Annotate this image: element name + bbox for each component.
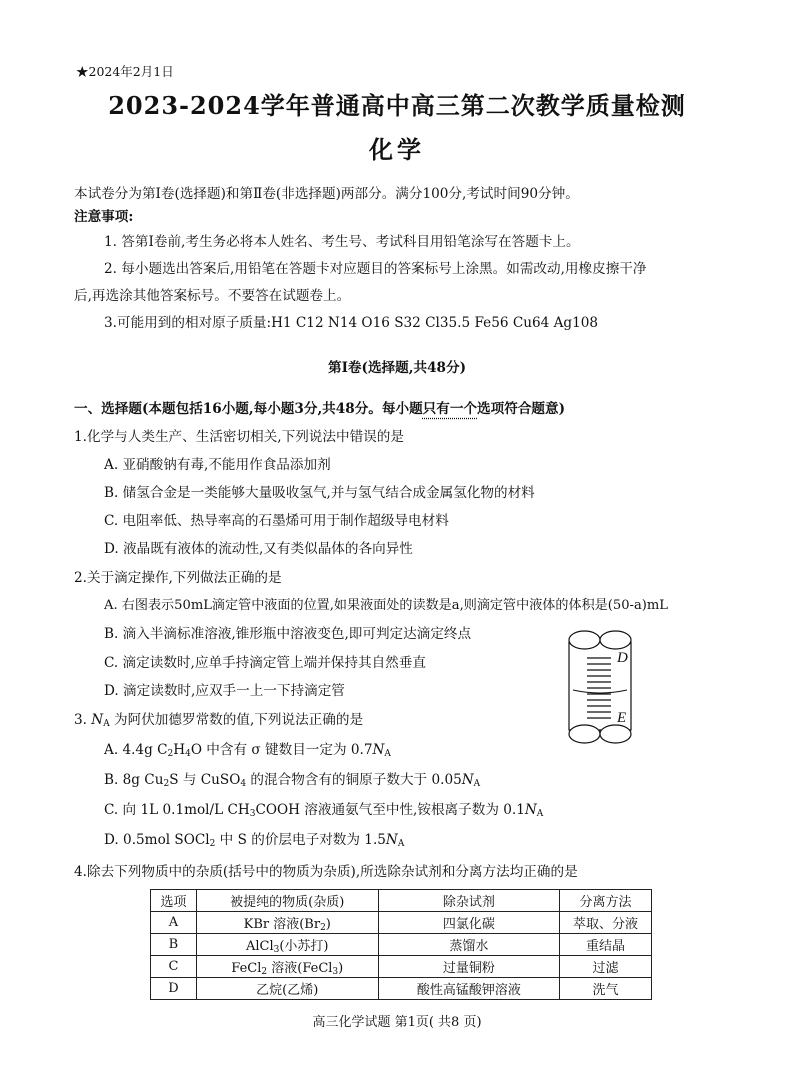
q1-option-c: C. 电阻率低、热导率高的石墨烯可用于制作超级导电材料 — [104, 513, 449, 529]
substance-sub: 3 — [273, 945, 280, 955]
q3-stem — [74, 708, 363, 728]
table-row — [151, 912, 652, 934]
row-option: A — [151, 912, 197, 934]
q3a-na-sub: A — [384, 749, 391, 759]
header-option: 选项 — [151, 890, 197, 912]
q3b-na: N — [461, 772, 474, 788]
q1-option-a: A. 亚硝酸钠有毒,不能用作食品添加剂 — [104, 457, 331, 473]
substance-text: KBr 溶液(Br — [243, 917, 321, 932]
substance-text-end: ) — [338, 961, 344, 976]
q3a-1: A. 4.4g C — [104, 742, 168, 758]
table-header-row — [151, 890, 652, 912]
burette-top-left-cap — [569, 631, 600, 649]
burette-figure — [565, 630, 645, 746]
q2-option-b: B. 滴入半滴标准溶液,锥形瓶中溶液变色,即可判定达滴定终点 — [104, 626, 472, 642]
page-footer: 高三化学试题 第1页( 共8 页) — [312, 1015, 482, 1030]
burette-bottom-right-cap — [600, 725, 631, 743]
q3a-na: N — [372, 742, 385, 758]
q3-option-a — [104, 738, 391, 758]
q3c-na-sub: A — [536, 809, 544, 819]
exam-description: 本试卷分为第Ⅰ卷(选择题)和第Ⅱ卷(非选择题)两部分。满分100分,考试时间90分钟。 — [74, 186, 579, 202]
q3a-2: H — [173, 742, 186, 758]
notice-item-2: 2. 每小题选出答案后,用铅笔在答题卡对应题目的答案标号上涂黑。如需改动,用橡皮擦干净 — [104, 261, 647, 277]
q3b-1: B. 8g Cu — [104, 772, 164, 788]
q3c-na: N — [524, 802, 537, 818]
row-option: C — [151, 956, 197, 978]
q1-option-b: B. 储氢合金是一类能够大量吸收氢气,并与氢气结合成金属氢化物的材料 — [104, 485, 535, 501]
row-method: 重结晶 — [560, 934, 652, 956]
q3-stem-num: 3. — [74, 712, 92, 728]
row-substance — [196, 956, 378, 978]
notice-item-2-cont: 后,再选涂其他答案标号。不要答在试题卷上。 — [74, 288, 351, 304]
notice-title: 注意事项: — [74, 209, 134, 225]
q3d-na: N — [385, 832, 398, 848]
section-heading — [74, 397, 565, 417]
burette-scale — [587, 658, 611, 718]
substance-text-mid: 溶液(FeCl — [267, 961, 333, 976]
q2-option-a: A. 右图表示50mL滴定管中液面的位置,如果液面处的读数是a,则滴定管中液体的体积是(50-a)mL — [104, 598, 668, 613]
section-heading-emphasis: 只有一个 — [422, 401, 478, 417]
q3b-na-sub: A — [473, 779, 481, 789]
q3-stem-text: 为阿伏加德罗常数的值,下列说法正确的是 — [109, 712, 364, 728]
q3c-sub1: 3 — [249, 809, 256, 819]
table-row — [151, 956, 652, 978]
table-row — [151, 978, 652, 1000]
label-e: E — [617, 710, 627, 726]
row-reagent: 酸性高锰酸钾溶液 — [378, 978, 560, 1000]
q3b-sub1: 2 — [163, 779, 170, 789]
substance-text: FeCl — [231, 961, 262, 976]
row-substance: 乙烷(乙烯) — [196, 978, 378, 1000]
row-method: 洗气 — [560, 978, 652, 1000]
burette-top-right-cap — [600, 631, 631, 649]
substance-text-end: (小苏打) — [279, 939, 329, 954]
burette-bottom-left-cap — [569, 725, 600, 743]
substance-text-end: ) — [325, 917, 331, 932]
q3b-sub2: 4 — [240, 779, 247, 789]
q2-option-c: C. 滴定读数时,应单手持滴定管上端并保持其自然垂直 — [104, 655, 426, 671]
q3d-sub1: 2 — [209, 839, 216, 849]
q3d-2: 中 S 的价层电子对数为 1.5 — [215, 832, 386, 848]
substance-sub: 2 — [320, 923, 326, 933]
label-d: D — [617, 650, 628, 666]
header-method: 分离方法 — [560, 890, 652, 912]
q3-option-d — [104, 828, 404, 848]
section-heading-a: 一、选择题(本题包括16小题,每小题3分,共48分。每小题 — [74, 401, 423, 417]
part1-title: 第Ⅰ卷(选择题,共48分) — [327, 360, 467, 376]
q3-option-c — [104, 798, 543, 818]
q3-na-sub: A — [103, 719, 110, 729]
substance-sub2: 3 — [332, 967, 339, 977]
q3-option-b — [104, 768, 480, 788]
exam-date: ★2024年2月1日 — [76, 64, 174, 79]
exam-subject: 化学 — [369, 135, 425, 164]
q4-table — [150, 889, 652, 1000]
liquid-meniscus — [573, 690, 627, 693]
notice-item-3: 3.可能用到的相对原子质量:H1 C12 N14 O16 S32 Cl35.5 Fe56 Cu64 Ag108 — [104, 315, 599, 331]
q3d-1: D. 0.5mol SOCl — [104, 832, 210, 848]
row-option: D — [151, 978, 197, 1000]
q1-stem: 1.化学与人类生产、生活密切相关,下列说法中错误的是 — [74, 429, 404, 445]
row-substance — [196, 912, 378, 934]
substance-sub: 2 — [261, 967, 268, 977]
row-method: 过滤 — [560, 956, 652, 978]
row-reagent: 蒸馏水 — [378, 934, 560, 956]
row-reagent: 过量铜粉 — [378, 956, 560, 978]
row-option: B — [151, 934, 197, 956]
q3d-na-sub: A — [397, 839, 405, 849]
q3c-1: C. 向 1L 0.1mol/L CH — [104, 802, 250, 818]
substance-text: AlCl — [245, 939, 274, 954]
header-reagent: 除杂试剂 — [378, 890, 560, 912]
q3a-sub2: 4 — [185, 749, 191, 759]
q2-option-d: D. 滴定读数时,应双手一上一下持滴定管 — [104, 683, 345, 699]
q3a-sub1: 2 — [167, 749, 174, 759]
q3b-2: S 与 CuSO — [169, 772, 241, 788]
q4-stem: 4.除去下列物质中的杂质(括号中的物质为杂质),所选除杂试剂和分离方法均正确的是 — [74, 864, 578, 880]
row-method: 萃取、分液 — [560, 912, 652, 934]
q3a-3: O 中含有 σ 键数目一定为 0.7 — [190, 742, 373, 758]
q2-stem: 2.关于滴定操作,下列做法正确的是 — [74, 570, 282, 586]
row-substance — [196, 934, 378, 956]
q3b-3: 的混合物含有的铜原子数大于 0.05 — [246, 772, 462, 788]
q3c-2: COOH 溶液通氨气至中性,铵根离子数为 0.1 — [255, 802, 525, 818]
table-row — [151, 934, 652, 956]
notice-item-1: 1. 答第Ⅰ卷前,考生务必将本人姓名、考生号、考试科目用铅笔涂写在答题卡上。 — [104, 234, 580, 250]
exam-title: 2023-2024学年普通高中高三第二次教学质量检测 — [108, 91, 686, 120]
q1-option-d: D. 液晶既有液体的流动性,又有类似晶体的各向异性 — [104, 541, 413, 557]
section-heading-b: 选项符合题意) — [477, 401, 566, 417]
q3-na: N — [91, 712, 104, 728]
header-substance: 被提纯的物质(杂质) — [196, 890, 378, 912]
row-reagent: 四氯化碳 — [378, 912, 560, 934]
